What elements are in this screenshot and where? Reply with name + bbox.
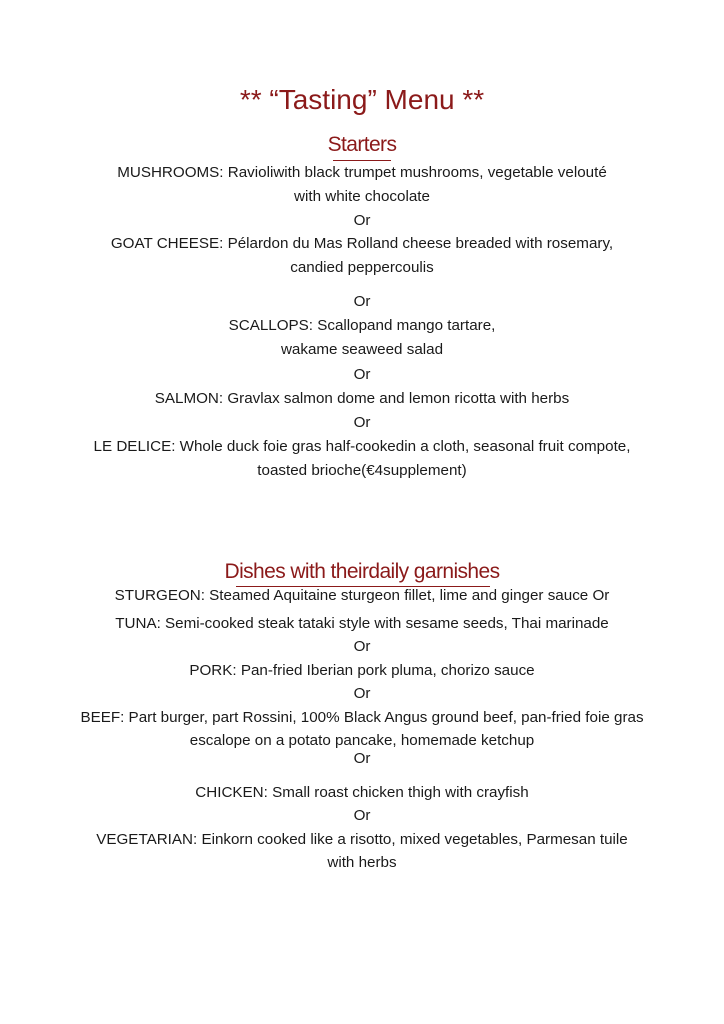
or-separator: Or xyxy=(353,212,371,229)
or-separator: Or xyxy=(353,638,371,655)
starter-line: candied peppercoulis xyxy=(290,259,434,276)
starters-heading: Starters xyxy=(327,133,397,156)
dish-line: escalope on a potato pancake, homemade ketchup xyxy=(189,732,535,749)
starter-line: LE DELICE: Whole duck foie gras half-cookedin a cloth, seasonal fruit compote, xyxy=(93,438,631,455)
starter-line: with white chocolate xyxy=(294,188,430,205)
menu-title: ** “Tasting” Menu ** xyxy=(239,84,485,115)
starter-line: SALMON: Gravlax salmon dome and lemon ricotta with herbs xyxy=(154,390,570,407)
dishes-heading: Dishes with theirdaily garnishes xyxy=(224,560,500,583)
starter-line: wakame seaweed salad xyxy=(280,341,444,358)
dish-line: BEEF: Part burger, part Rossini, 100% Black Angus ground beef, pan-fried foie gras xyxy=(80,709,644,726)
starter-line: GOAT CHEESE: Pélardon du Mas Rolland cheese breaded with rosemary, xyxy=(110,235,614,252)
or-separator: Or xyxy=(353,366,371,383)
dish-line: STURGEON: Steamed Aquitaine sturgeon fillet, lime and ginger sauce Or xyxy=(114,587,610,604)
dish-line: with herbs xyxy=(327,854,397,871)
starter-line: MUSHROOMS: Ravioliwith black trumpet mushrooms, vegetable velouté xyxy=(117,164,607,181)
dish-line: TUNA: Semi-cooked steak tataki style with sesame seeds, Thai marinade xyxy=(115,615,609,632)
starter-line: toasted brioche(€4supplement) xyxy=(257,462,467,479)
dish-line: PORK: Pan-fried Iberian pork pluma, chorizo sauce xyxy=(189,662,535,679)
dish-line: CHICKEN: Small roast chicken thigh with crayfish xyxy=(195,784,529,801)
starter-line: SCALLOPS: Scallopand mango tartare, xyxy=(228,317,496,334)
starters-heading-underline xyxy=(333,160,391,161)
or-separator: Or xyxy=(353,807,371,824)
or-separator: Or xyxy=(353,750,371,767)
or-separator: Or xyxy=(353,414,371,431)
or-separator: Or xyxy=(353,685,371,702)
or-separator: Or xyxy=(353,293,371,310)
dish-line: VEGETARIAN: Einkorn cooked like a risotto, mixed vegetables, Parmesan tuile xyxy=(96,831,628,848)
